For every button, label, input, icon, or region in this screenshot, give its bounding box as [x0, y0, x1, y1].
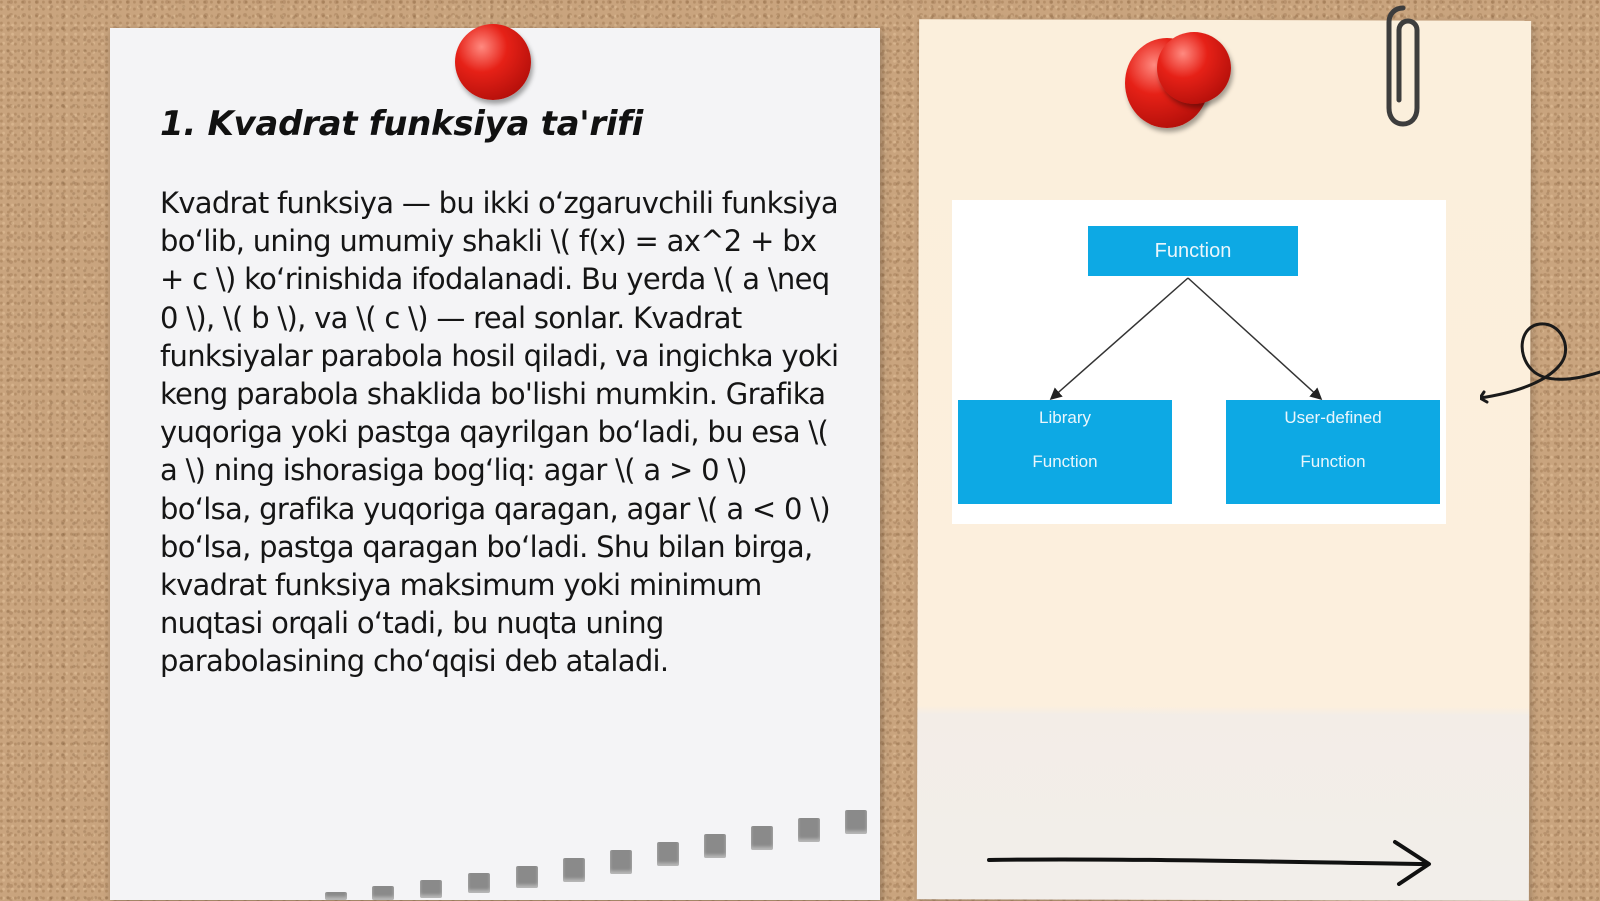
string-doodle: [1480, 310, 1600, 410]
edge-to-library: [1052, 278, 1188, 398]
slide-heading: 1. Kvadrat funksiya ta'rifi: [160, 104, 644, 144]
slide-paragraph: Kvadrat funksiya — bu ikki o‘zgaruvchili funksiya bo‘lib, uning umumiy shakli \( f(x) = ax^2 + bx + c \) ko‘rinishida ifodalanadi. Bu yerda \( a \neq 0 \), \( b \), va \( c \) — real sonlar. Kvadrat funksiyalar parabola hosil qiladi, va ingichka yoki keng parabola shaklida bo'lishi mumkin. Grafika yuqoriga yoki pastga qayrilgan bo‘ladi, bu esa \( a \) ning ishorasiga bog‘liq: agar \( a > 0 \) bo‘lsa, grafika yuqoriga qaragan, agar \( a < 0 \) bo‘lsa, pastga qaragan bo‘ladi. Shu bilan birga, kvadrat funksiya maksimum yoki minimum nuqtasi orqali o‘tadi, bu nuqta uning parabolasining cho‘qqisi deb ataladi.: [160, 186, 839, 679]
node-label-line: User-defined: [1284, 408, 1382, 427]
node-label-line: Library: [1039, 408, 1091, 427]
perforation-hole: [704, 834, 726, 858]
perforation-hole: [751, 826, 773, 850]
node-user-defined-function: [1226, 400, 1440, 504]
perforation-hole: [372, 886, 394, 900]
arrow-right-icon[interactable]: [985, 836, 1445, 886]
perforation-hole: [516, 866, 538, 888]
perforation-hole: [657, 842, 679, 866]
pushpin-icon: [455, 24, 531, 100]
perforation-hole: [420, 880, 442, 898]
node-function: Function: [1088, 226, 1298, 276]
perforation-hole: [563, 858, 585, 882]
paperclip-icon: [1375, 0, 1435, 130]
perforation-hole: [798, 818, 820, 842]
pushpin-icon: [1157, 32, 1231, 104]
perforation-hole: [325, 892, 347, 900]
perforation-hole: [468, 873, 490, 893]
edge-to-user-defined: [1188, 278, 1320, 398]
perforation-hole: [845, 810, 867, 834]
node-label-line: Function: [1032, 452, 1098, 471]
node-library-function: [958, 400, 1172, 504]
perforation-hole: [610, 850, 632, 874]
function-diagram: [952, 200, 1446, 524]
node-label-line: Function: [1300, 452, 1366, 471]
